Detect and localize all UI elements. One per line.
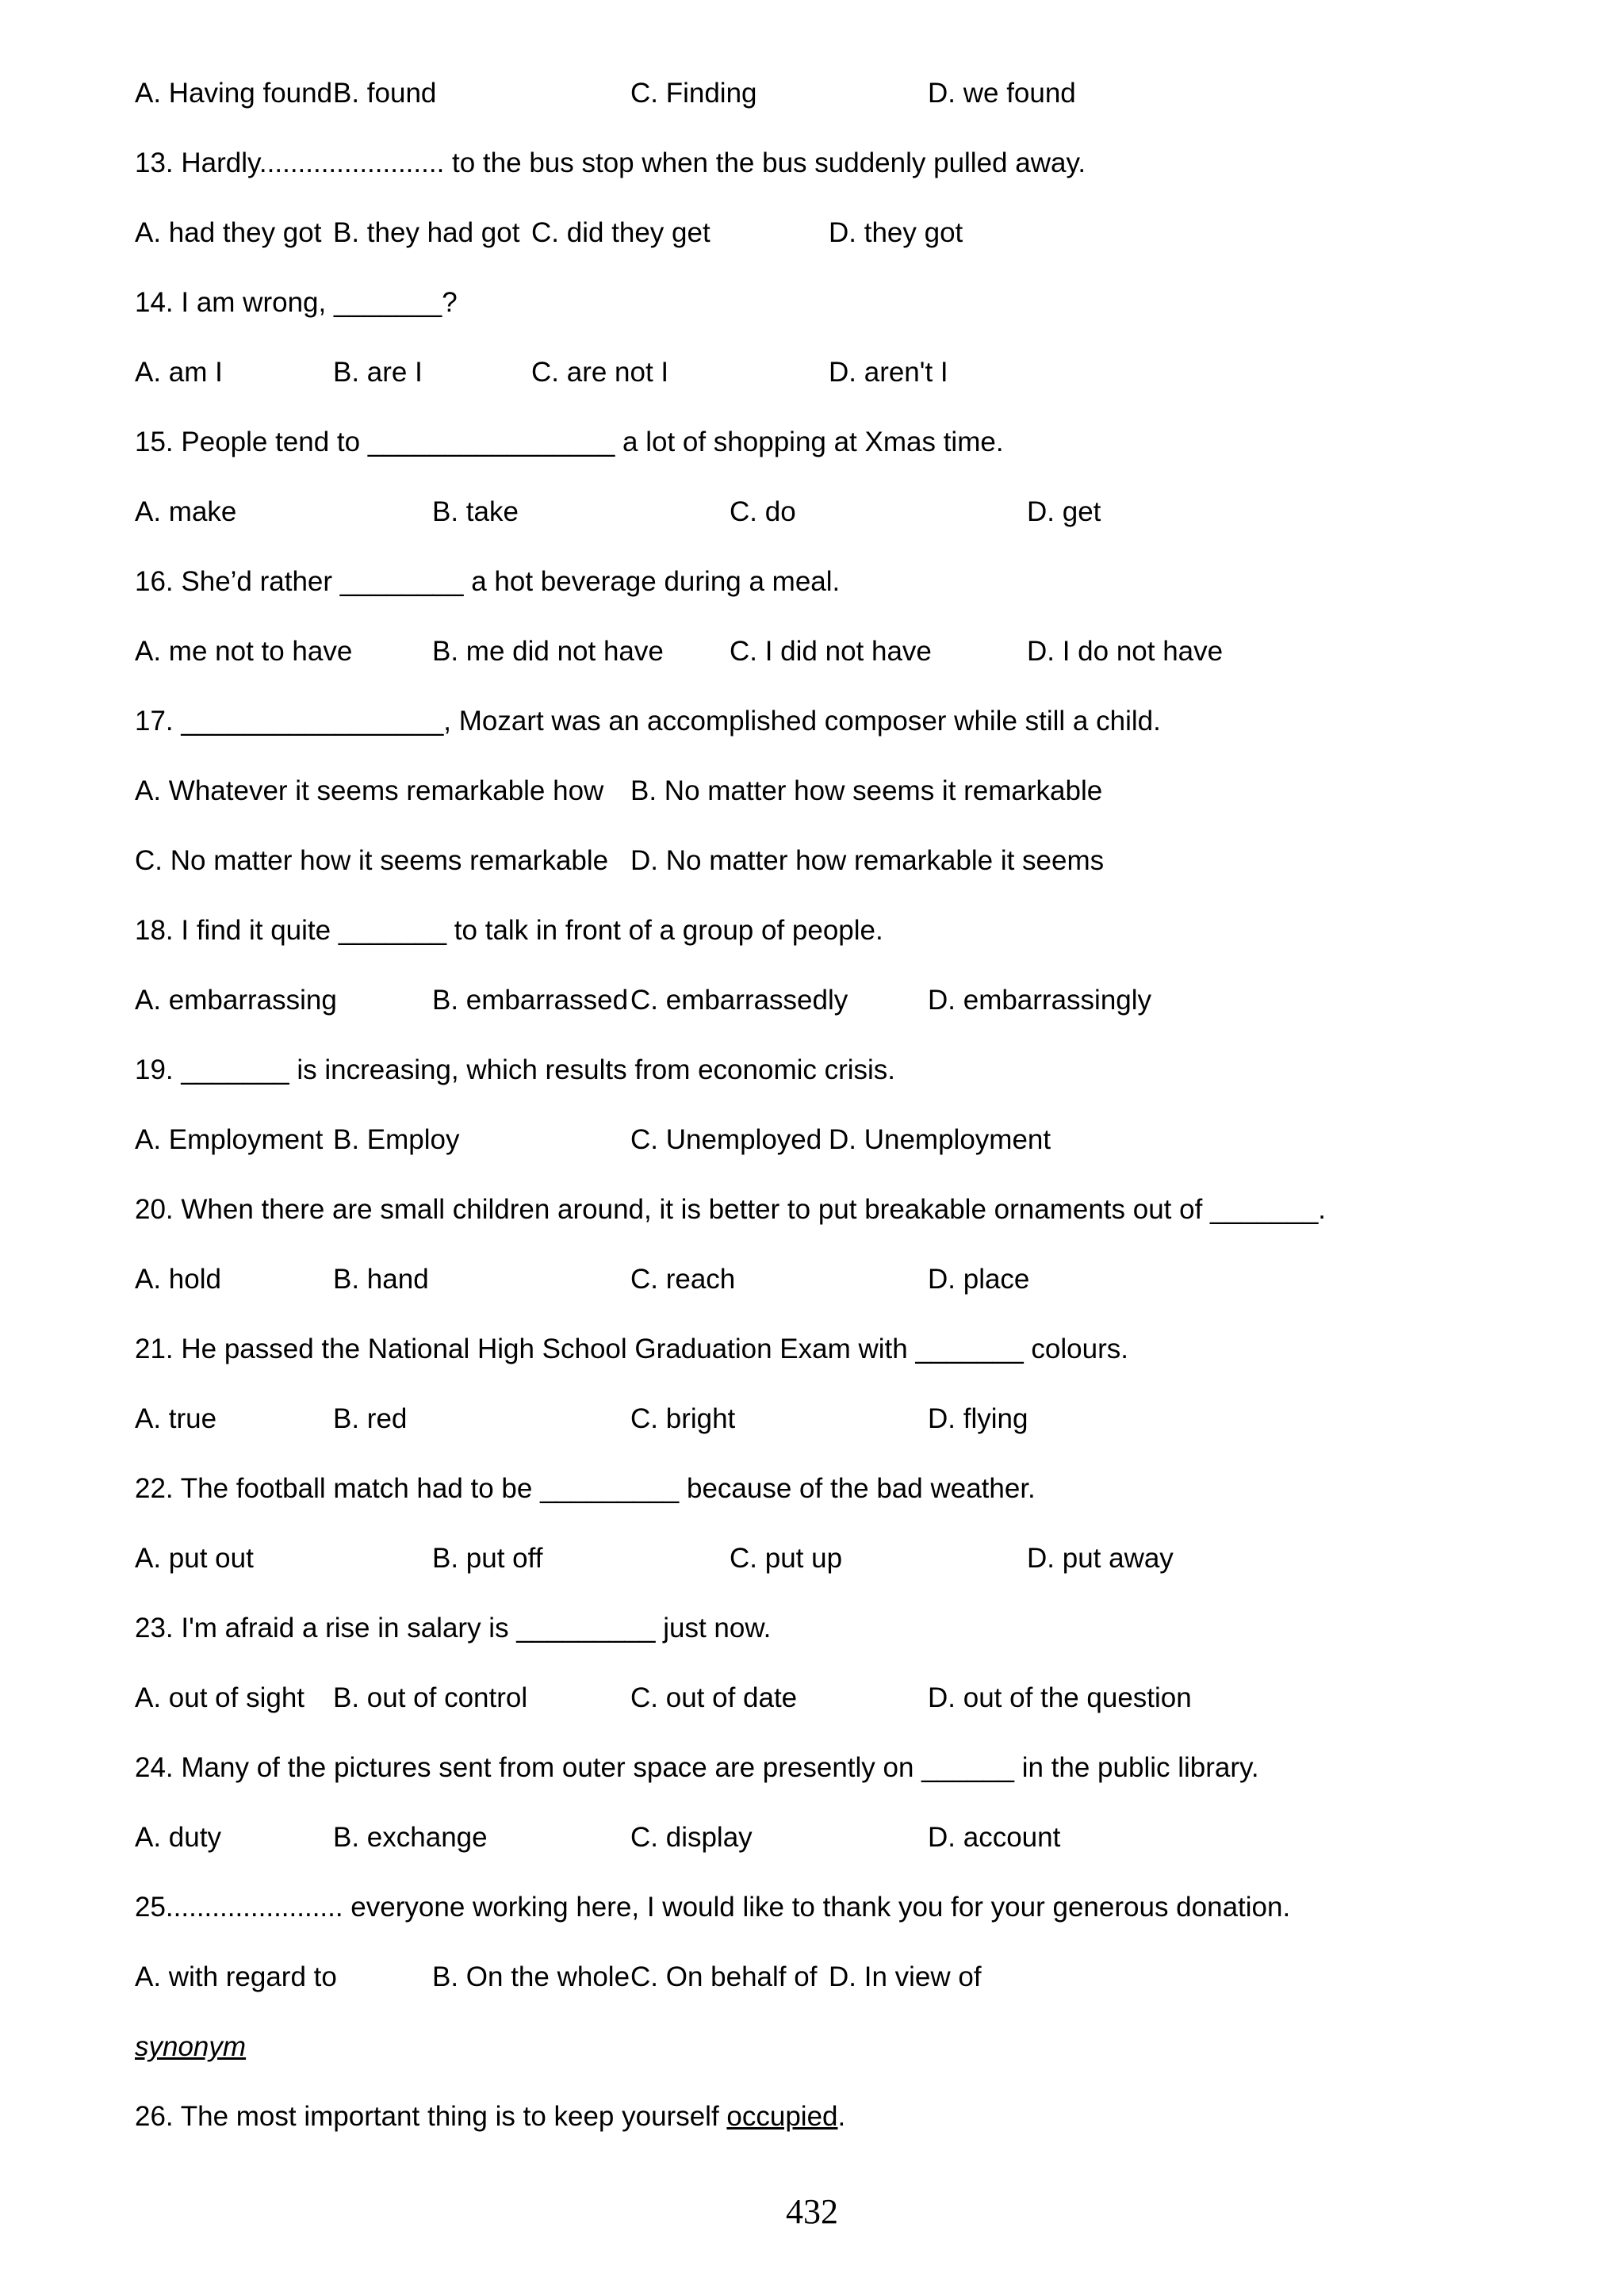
answer-option: C. are not I xyxy=(531,357,669,388)
question-text: 15. People tend to ________________ a lot of shopping at Xmas time. xyxy=(135,427,1004,457)
answer-option: B. No matter how seems it remarkable xyxy=(630,775,1103,806)
answer-option: C. Finding xyxy=(630,78,757,109)
section-heading-synonym: synonym xyxy=(135,2031,247,2062)
answer-option: D. place xyxy=(928,1264,1030,1295)
answer-option: A. embarrassing xyxy=(135,985,337,1016)
answer-option: A. duty xyxy=(135,1822,221,1853)
answer-option: A. make xyxy=(135,496,237,527)
answer-option: A. Employment xyxy=(135,1124,324,1155)
answer-option: B. found xyxy=(333,78,437,109)
underlined-word: occupied xyxy=(726,2101,838,2132)
answer-option: C. put up xyxy=(730,1543,843,1574)
question-text: 13. Hardly........................ to the bus stop when the bus suddenly pulled away. xyxy=(135,147,1086,178)
answer-option: A. hold xyxy=(135,1264,221,1295)
answer-option: B. hand xyxy=(333,1264,429,1295)
answer-option: A. with regard to xyxy=(135,1961,337,1992)
answer-option: C. No matter how it seems remarkable xyxy=(135,845,609,876)
question-text: 19. _______ is increasing, which results from economic crisis. xyxy=(135,1054,896,1085)
answer-option: D. put away xyxy=(1027,1543,1174,1574)
question-text-part: 26. The most important thing is to keep yourself xyxy=(135,2101,727,2132)
answer-option: B. On the whole xyxy=(432,1961,630,1992)
answer-option: C. did they get xyxy=(531,217,710,248)
question-text: 25....................... everyone working here, I would like to thank you for your generous donation. xyxy=(135,1892,1291,1923)
answer-option: B. take xyxy=(432,496,519,527)
answer-option: A. had they got xyxy=(135,217,322,248)
answer-option: A. am I xyxy=(135,357,223,388)
answer-option: C. I did not have xyxy=(730,636,932,667)
answer-option: B. out of control xyxy=(333,1682,528,1713)
answer-option: D. account xyxy=(928,1822,1061,1853)
question-text-part: . xyxy=(837,2101,846,2132)
answer-option: B. are I xyxy=(333,357,423,388)
answer-option: C. out of date xyxy=(630,1682,798,1713)
question-text: 24. Many of the pictures sent from outer space are presently on ______ in the public library. xyxy=(135,1752,1259,1783)
answer-option: C. Unemployed xyxy=(630,1124,822,1155)
answer-option: C. bright xyxy=(630,1403,736,1434)
question-text: 21. He passed the National High School Graduation Exam with _______ colours. xyxy=(135,1334,1128,1364)
answer-option: D. flying xyxy=(928,1403,1028,1434)
answer-option: D. get xyxy=(1027,496,1101,527)
answer-option: D. I do not have xyxy=(1027,636,1224,667)
answer-option: D. Unemployment xyxy=(829,1124,1051,1155)
answer-option: D. embarrassingly xyxy=(928,985,1152,1016)
answer-option: A. true xyxy=(135,1403,217,1434)
answer-option: C. do xyxy=(730,496,796,527)
question-text: 23. I'm afraid a rise in salary is _________ just now. xyxy=(135,1613,772,1644)
answer-option: D. out of the question xyxy=(928,1682,1192,1713)
question-text: 18. I find it quite _______ to talk in front of a group of people. xyxy=(135,915,883,946)
question-text: 14. I am wrong, _______? xyxy=(135,287,458,318)
answer-option: B. Employ xyxy=(333,1124,460,1155)
answer-option: C. reach xyxy=(630,1264,736,1295)
answer-option: D. aren't I xyxy=(829,357,948,388)
page-number: 432 xyxy=(786,2192,838,2231)
answer-option: D. In view of xyxy=(829,1961,982,1992)
answer-option: B. red xyxy=(333,1403,408,1434)
answer-option: D. No matter how remarkable it seems xyxy=(630,845,1105,876)
question-text xyxy=(135,2093,845,2141)
answer-option: A. out of sight xyxy=(135,1682,305,1713)
answer-option: D. they got xyxy=(829,217,963,248)
answer-option: A. Whatever it seems remarkable how xyxy=(135,775,604,806)
answer-option: B. exchange xyxy=(333,1822,488,1853)
question-text: 16. She’d rather ________ a hot beverage during a meal. xyxy=(135,566,841,597)
question-text: 22. The football match had to be _________ because of the bad weather. xyxy=(135,1473,1036,1504)
question-text: 20. When there are small children around, it is better to put breakable ornaments out of _______. xyxy=(135,1194,1327,1225)
answer-option: B. put off xyxy=(432,1543,543,1574)
answer-option: B. embarrassed xyxy=(432,985,629,1016)
question-text: 17. _________________, Mozart was an accomplished composer while still a child. xyxy=(135,706,1161,737)
answer-option: B. they had got xyxy=(333,217,520,248)
answer-option: B. me did not have xyxy=(432,636,664,667)
answer-option: C. On behalf of xyxy=(630,1961,818,1992)
answer-option: A. put out xyxy=(135,1543,254,1574)
answer-option: D. we found xyxy=(928,78,1076,109)
answer-option: A. me not to have xyxy=(135,636,353,667)
answer-option: A. Having found xyxy=(135,78,333,109)
answer-option: C. display xyxy=(630,1822,753,1853)
answer-option: C. embarrassedly xyxy=(630,985,848,1016)
